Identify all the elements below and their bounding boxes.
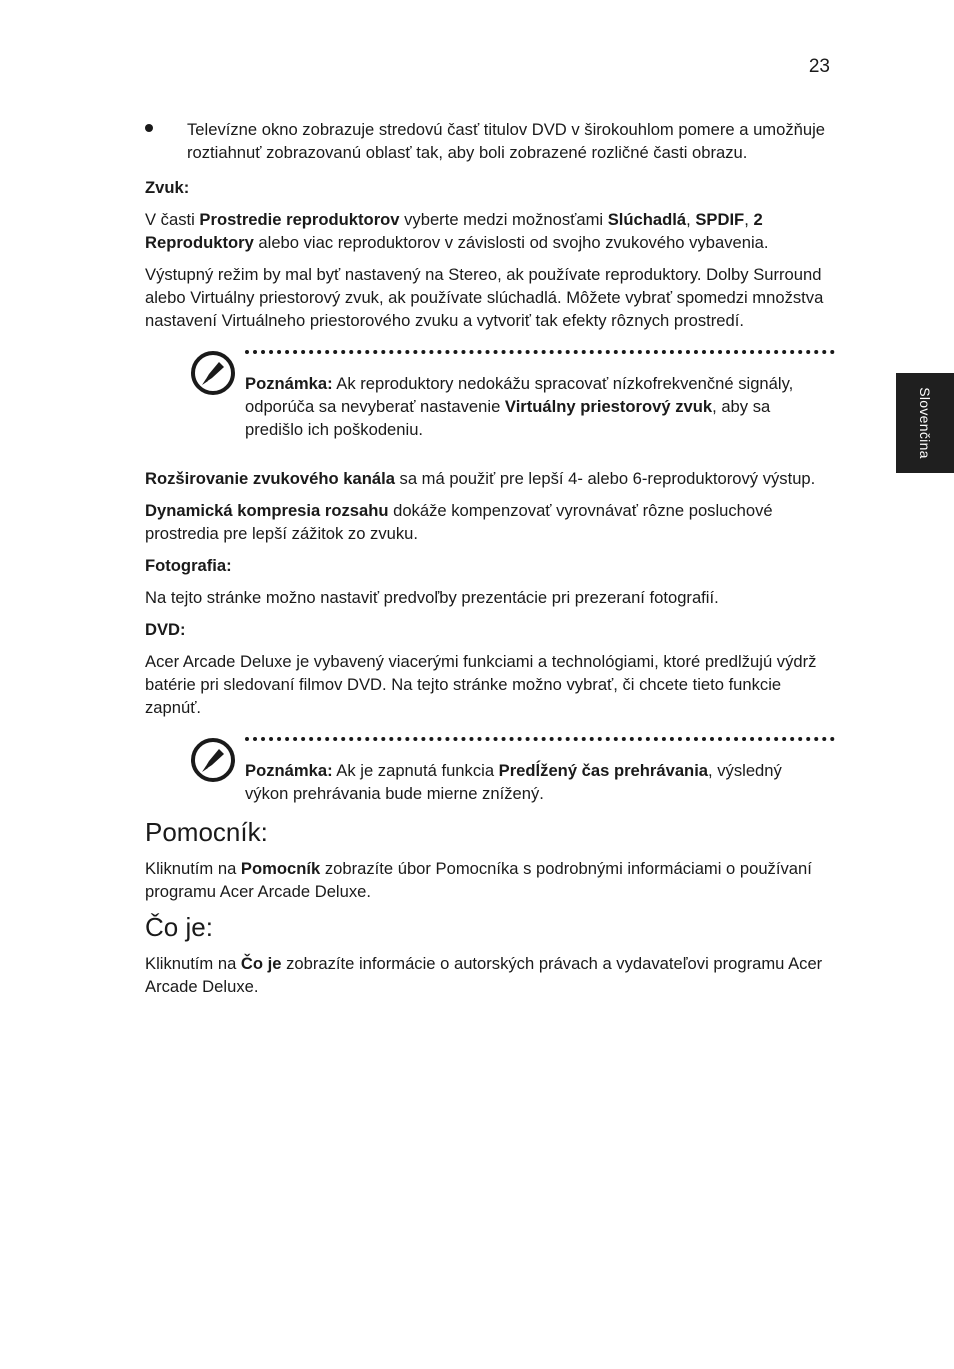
dotted-divider	[245, 737, 835, 741]
note-pen-icon	[190, 737, 236, 783]
page-content	[145, 118, 835, 1007]
paragraph-channel-expansion: Rozširovanie zvukového kanála sa má použiť pre lepší 4- alebo 6-reproduktorový výstup.	[145, 469, 816, 488]
heading-fotografia: Fotografia:	[145, 556, 232, 575]
note-pen-icon	[190, 350, 236, 396]
bullet-text: Televízne okno zobrazuje stredovú časť titulov DVD v širokouhlom pomere a umožňuje roztiahnuť zobrazovanú oblasť tak, aby boli zobrazené rozličné časti obrazu.	[187, 120, 826, 162]
paragraph-pomocnik: Kliknutím na Pomocník zobrazíte úbor Pomocníka s podrobnými informáciami o používaní programu Acer Arcade Deluxe.	[145, 859, 812, 901]
heading-co-je: Čo je:	[145, 912, 213, 942]
paragraph-fotografia: Na tejto stránke možno nastaviť predvoľby prezentácie pri prezeraní fotografií.	[145, 588, 719, 607]
dotted-divider	[245, 350, 835, 354]
note-box	[145, 737, 835, 805]
language-side-tab	[896, 373, 954, 473]
bullet-item	[145, 118, 835, 164]
paragraph-output-mode: Výstupný režim by mal byť nastavený na Stereo, ak používate reproduktory. Dolby Surround alebo Virtuálny priestorový zvuk, ak používate slúchadlá. Môžete vybrať spomedzi množstva nastavení Virtuálneho priestorového zvuku a vytvoriť tak efekty rôznych prostredí.	[145, 265, 824, 330]
note-box	[145, 350, 835, 441]
note-text: Poznámka: Ak je zapnutá funkcia Predĺžený čas prehrávania, výsledný výkon prehrávania bude mierne znížený.	[245, 761, 782, 803]
paragraph-dynamic-compression: Dynamická kompresia rozsahu dokáže kompenzovať vyrovnávať rôzne posluchové prostredia pre lepší zážitok zo zvuku.	[145, 501, 773, 543]
paragraph-co-je: Kliknutím na Čo je zobrazíte informácie o autorských právach a vydavateľovi programu Acer Arcade Deluxe.	[145, 954, 823, 996]
paragraph-speaker-setup: V časti Prostredie reproduktorov vyberte medzi možnosťami Slúchadlá, SPDIF, 2 Reproduktory alebo viac reproduktorov v závislosti od svojho zvukového vybavenia.	[145, 210, 769, 252]
heading-pomocnik: Pomocník:	[145, 817, 268, 847]
page-number: 23	[808, 56, 830, 77]
paragraph-dvd: Acer Arcade Deluxe je vybavený viacerými funkciami a technológiami, ktoré predlžujú výdrž batérie pri sledovaní filmov DVD. Na tejto stránke možno vybrať, či chcete tieto funkcie zapnúť.	[145, 652, 817, 717]
note-text: Poznámka: Ak reproduktory nedokážu spracovať nízkofrekvenčné signály, odporúča sa nevyberať nastavenie Virtuálny priestorový zvuk, aby sa predišlo ich poškodeniu.	[245, 374, 794, 439]
side-tab-label: Slovenčina	[917, 387, 933, 459]
bullet-dot	[145, 124, 153, 132]
heading-zvuk: Zvuk:	[145, 178, 190, 197]
heading-dvd: DVD:	[145, 620, 186, 639]
